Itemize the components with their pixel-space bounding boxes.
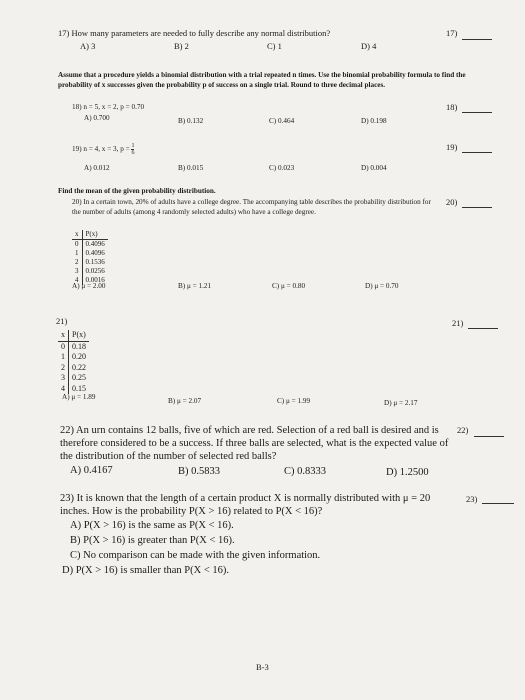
q17-choice-a[interactable]: A) 3 [80, 41, 96, 51]
q18-answer-line[interactable] [462, 112, 492, 113]
q20-text: 20) In a certain town, 20% of adults have a college degree. The accompanying table describes the probability distribution for the number of adults (among 4 randomly selected adults) who have a college degree. [72, 198, 431, 216]
q17-choice-d[interactable]: D) 4 [361, 41, 377, 51]
q19-choice-b[interactable]: B) 0.015 [178, 164, 204, 172]
table-row: 0 0.18 [58, 341, 89, 352]
table-row: 4 0.0016 [72, 276, 108, 285]
q18-choice-b[interactable]: B) 0.132 [178, 117, 204, 125]
q20-choice-c[interactable]: C) μ = 0.80 [272, 282, 306, 290]
q22-answer-line[interactable] [474, 436, 504, 437]
q19-text-main: 19) n = 4, x = 3, p = [72, 145, 132, 154]
q19-choice-c[interactable]: C) 0.023 [269, 164, 295, 172]
q21-answer-line[interactable] [468, 328, 498, 329]
q18-choice-d[interactable]: D) 0.198 [361, 117, 387, 125]
q20-choice-a[interactable]: A) μ = 2.00 [72, 282, 106, 290]
q22-choice-a[interactable]: A) 0.4167 [70, 465, 113, 476]
q23-choice-c[interactable]: C) No comparison can be made with the given information. [70, 550, 321, 561]
q18-number: 18) [446, 102, 458, 112]
q19-text [72, 143, 134, 156]
q21-choice-a[interactable]: A) μ = 1.89 [62, 393, 96, 401]
q17-text: 17) How many parameters are needed to fully describe any normal distribution? [58, 28, 331, 38]
q23-text: 23) It is known that the length of a certain product X is normally distributed with μ = 20 inches. How is the probability P(X > 16) related to P(X < 16)? [60, 493, 431, 517]
table-row: 3 0.25 [58, 373, 89, 384]
q20-choice-b[interactable]: B) μ = 1.21 [178, 282, 212, 290]
q23-choice-a[interactable]: A) P(X > 16) is the same as P(X < 16). [70, 520, 234, 531]
q17-answer-line[interactable] [462, 39, 492, 40]
table-row: 2 0.1536 [72, 258, 108, 267]
table-row: 3 0.0256 [72, 267, 108, 276]
table-row: 1 0.4096 [72, 249, 108, 258]
q22-choice-c[interactable]: C) 0.8333 [284, 466, 326, 477]
q19-p-fraction: $\frac{1}{6}$ [131, 143, 135, 156]
table-row: 0 0.4096 [72, 240, 108, 250]
q17-choice-c[interactable]: C) 1 [267, 41, 282, 51]
q21-number: 21) [452, 318, 464, 328]
q21-probability-table: x P(x) 0 0.18 1 0.20 2 0.22 3 0.25 4 0.15 [58, 330, 89, 394]
q19-choice-d[interactable]: D) 0.004 [361, 164, 387, 172]
mean-heading: Find the mean of the given probability distribution. [58, 187, 216, 195]
q22-choice-b[interactable]: B) 0.5833 [178, 466, 220, 477]
q22-choice-d[interactable]: D) 1.2500 [386, 467, 429, 478]
q23-choice-d[interactable]: D) P(X > 16) is smaller than P(X < 16). [62, 565, 229, 576]
page-footer: B-3 [256, 662, 269, 672]
table-row: 4 0.15 [58, 384, 89, 395]
q20-answer-line[interactable] [462, 207, 492, 208]
q19-choice-a[interactable]: A) 0.012 [84, 164, 110, 172]
q21-choice-b[interactable]: B) μ = 2.07 [168, 397, 202, 405]
q23-number: 23) [466, 494, 478, 504]
q20-probability-table: x P(x) 0 0.4096 1 0.4096 2 0.1536 3 0.0256 4 0.0016 [72, 230, 108, 285]
q21-choice-c[interactable]: C) μ = 1.99 [277, 397, 311, 405]
q19-answer-line[interactable] [462, 152, 492, 153]
q21-label: 21) [56, 316, 68, 326]
q21-choice-d[interactable]: D) μ = 2.17 [384, 399, 418, 407]
q20-number: 20) [446, 197, 458, 207]
q20-choice-d[interactable]: D) μ = 0.70 [365, 282, 399, 290]
table-row: 1 0.20 [58, 352, 89, 363]
q22-text: 22) An urn contains 12 balls, five of which are red. Selection of a red ball is desired and is therefore considered to be a success. If three balls are selected, what is the expected value of the distribution of the number of selected red balls? [60, 425, 449, 462]
q23-answer-line[interactable] [482, 503, 514, 504]
binomial-instructions: Assume that a procedure yields a binomial distribution with a trial repeated n times. Use the binomial probability formula to find the probability of x successes given the probability p of success on a single trial. Round to three decimal places. [58, 71, 466, 89]
q18-text: 18) n = 5, x = 2, p = 0.70 [72, 103, 145, 111]
q23-choice-b[interactable]: B) P(X > 16) is greater than P(X < 16). [70, 535, 235, 546]
q19-number: 19) [446, 142, 458, 152]
table-row: 2 0.22 [58, 363, 89, 374]
q18-choice-c[interactable]: C) 0.464 [269, 117, 295, 125]
q22-number: 22) [457, 425, 469, 435]
q18-choice-a[interactable]: A) 0.700 [84, 114, 110, 122]
q17-number: 17) [446, 28, 458, 38]
q17-choice-b[interactable]: B) 2 [174, 41, 189, 51]
